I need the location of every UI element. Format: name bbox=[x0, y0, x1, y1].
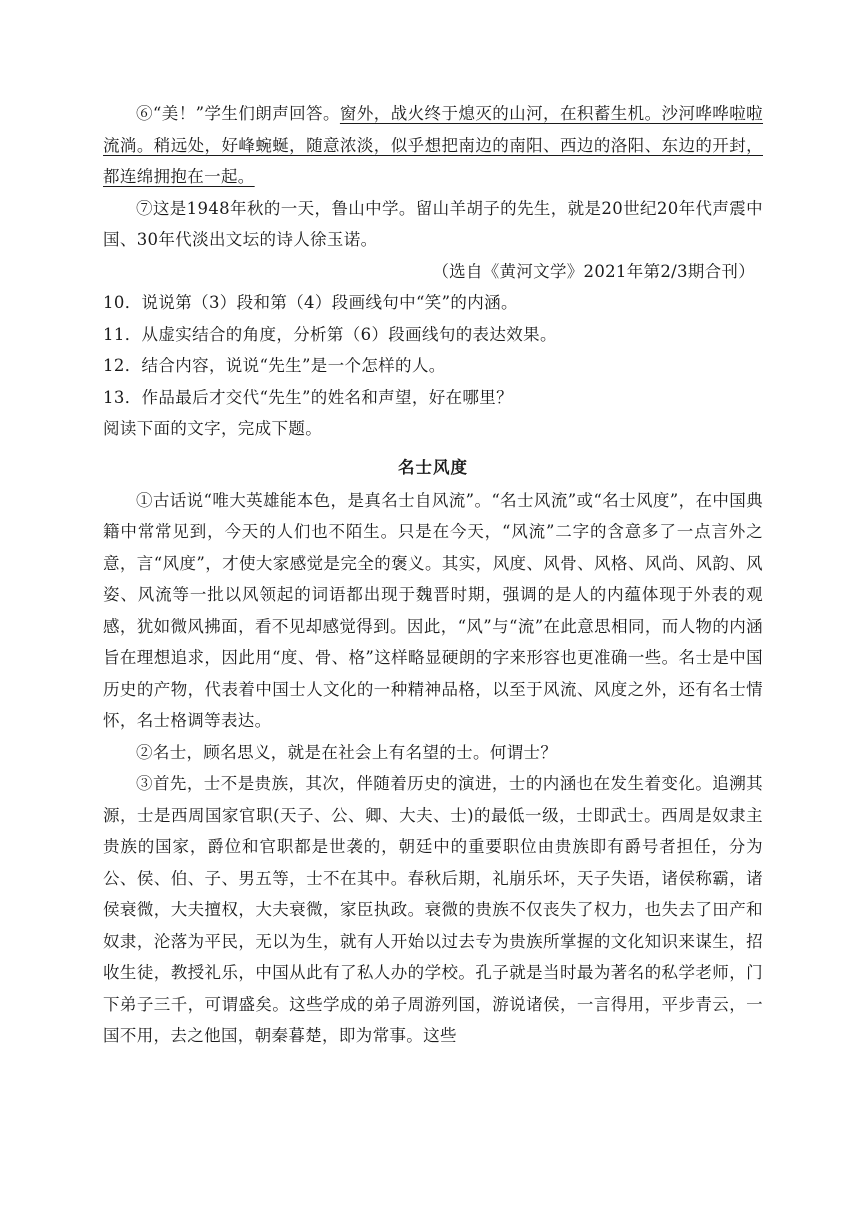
article-paragraph-1: ①古话说“唯大英雄能本色，是真名士自风流”。“名士风流”或“名士风度”，在中国典籍中常常见到，今天的人们也不陌生。只是在今天，“风流”二字的含意多了一点言外之意，言“风度”，才使大家感觉是完全的褒义。其实，风度、风骨、风格、风尚、风韵、风姿、风流等一批以风领起的词语都出现于魏晋时期，强调的是人的内蕴体现于外表的观感，犹如微风拂面，看不见却感觉得到。因此，“风”与“流”在此意思相同，而人物的内涵旨在理想追求，因此用“度、骨、格”这样略显硬朗的字来形容也更准确一些。名士是中国历史的产物，代表着中国士人文化的一种精神品格，以至于风流、风度之外，还有名士情怀，名士格调等表达。 bbox=[103, 490, 763, 730]
reading-instruction: 阅读下面的文字，完成下题。 bbox=[103, 419, 323, 438]
article-title: 名士风度 bbox=[398, 457, 468, 477]
paragraph-6-underlined-sentence: 窗外，战火终于熄灭的山河，在积蓄生机。沙河哗哗啦啦流淌。稍远处，好峰蜿蜒，随意浓淡，似乎想把南边的南阳、西边的洛阳、东边的开封，都连绵拥抱在一起。 bbox=[103, 104, 764, 186]
source-citation: （选自《黄河文学》2021年第2/3期合刊） bbox=[432, 261, 755, 281]
document-page bbox=[103, 98, 763, 1052]
question-12: 12．结合内容，说说“先生”是一个怎样的人。 bbox=[103, 356, 446, 375]
question-10: 10．说说第（3）段和第（4）段画线句中“笑”的内涵。 bbox=[103, 293, 518, 312]
question-13: 13．作品最后才交代“先生”的姓名和声望，好在哪里？ bbox=[103, 387, 513, 407]
question-11: 11．从虚实结合的角度，分析第（6）段画线句的表达效果。 bbox=[103, 324, 557, 344]
article-paragraph-2: ②名士，顾名思义，就是在社会上有名望的士。何谓士？ bbox=[136, 742, 558, 762]
paragraph-6 bbox=[103, 98, 763, 193]
paragraph-7: ⑦这是1948年秋的一天，鲁山中学。留山羊胡子的先生，就是20世纪20年代声震中国、30年代淡出文坛的诗人徐玉诺。 bbox=[103, 198, 763, 249]
article-paragraph-3: ③首先，士不是贵族，其次，伴随着历史的演进，士的内涵也在发生着变化。追溯其源，士是西周国家官职(天子、公、卿、大夫、士)的最低一级，士即武士。西周是奴隶主贵族的国家，爵位和官职都是世袭的，朝廷中的重要职位由贵族即有爵号者担任，分为公、侯、伯、子、男五等，士不在其中。春秋后期，礼崩乐坏，天子失语，诸侯称霸，诸侯衰微，大夫擅权，大夫衰微，家臣执政。衰微的贵族不仅丧失了权力，也失去了田产和奴隶，沦落为平民，无以为生，就有人开始以过去专为贵族所掌握的文化知识来谋生，招收生徒，教授礼乐，中国从此有了私人办的学校。孔子就是当时最为著名的私学老师，门下弟子三千，可谓盛矣。这些学成的弟子周游列国，游说诸侯，一言得用，平步青云，一国不用，去之他国，朝秦暮楚，即为常事。这些 bbox=[103, 774, 763, 1045]
paragraph-6-lead: ⑥“美！”学生们朗声回答。 bbox=[136, 104, 340, 123]
